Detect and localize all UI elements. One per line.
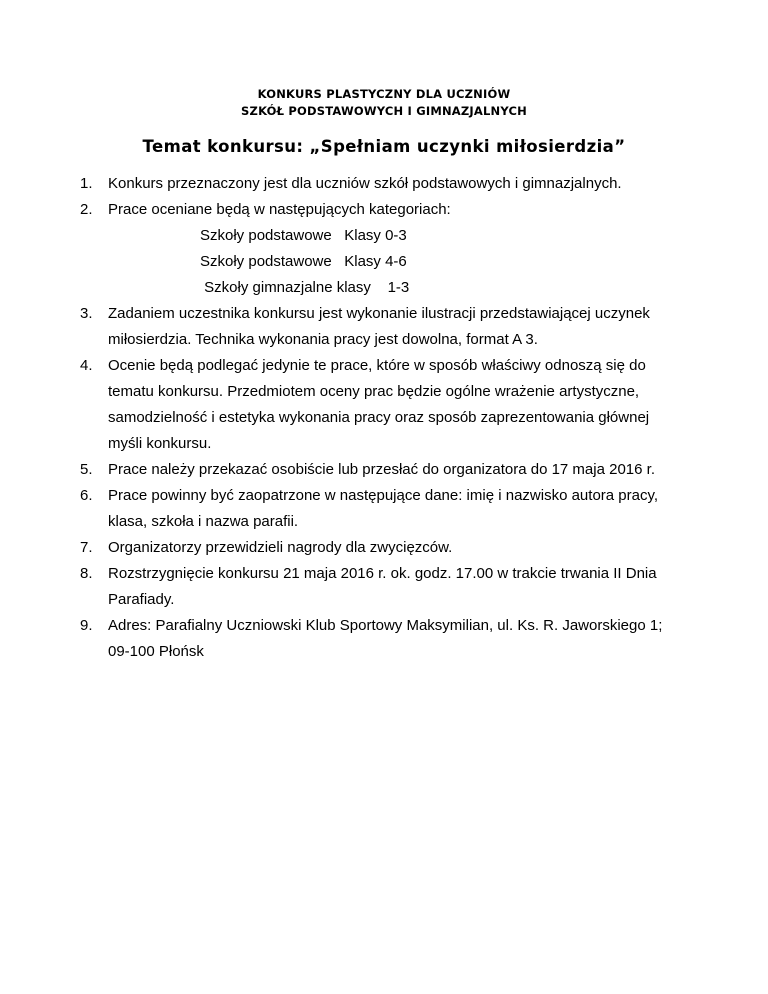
category-line: Szkoły gimnazjalne klasy 1-3 [200, 279, 410, 296]
item-line: Prace należy przekazać osobiście lub przesłać do organizatora do 17 maja 2016 r. [108, 461, 655, 478]
header-line-1: KONKURS PLASTYCZNY DLA UCZNIÓW [257, 87, 511, 101]
item-line: samodzielność i estetyka wykonania pracy oraz sposób zaprezentowania głównej [108, 409, 650, 426]
list-item [78, 197, 718, 223]
item-line: Zadaniem uczestnika konkursu jest wykonanie ilustracji przedstawiającej uczynek [108, 305, 650, 322]
item-number: 7. [80, 539, 93, 556]
category-line: Szkoły podstawowe Klasy 4-6 [200, 253, 407, 270]
list-item [78, 171, 718, 197]
item-line: miłosierdzia. Technika wykonania pracy jest dowolna, format A 3. [108, 331, 538, 348]
list-item [78, 613, 718, 665]
item-number: 8. [80, 565, 93, 582]
item-line: Rozstrzygnięcie konkursu 21 maja 2016 r. ok. godz. 17.00 w trakcie trwania II Dnia [108, 565, 657, 582]
list-item [78, 353, 718, 457]
item-line: Adres: Parafialny Uczniowski Klub Sportowy Maksymilian, ul. Ks. R. Jaworskiego 1; [108, 617, 663, 634]
header-line-2: SZKÓŁ PODSTAWOWYCH I GIMNAZJALNYCH [241, 104, 527, 118]
item-line: klasa, szkoła i nazwa parafii. [108, 513, 299, 530]
item-line: Ocenie będą podlegać jedynie te prace, które w sposób właściwy odnoszą się do [108, 357, 646, 374]
item-line: 09-100 Płońsk [108, 643, 204, 660]
item-number: 9. [80, 617, 93, 634]
rules-list [78, 171, 718, 665]
item-number: 5. [80, 461, 93, 478]
category-line: Szkoły podstawowe Klasy 0-3 [200, 227, 407, 244]
item-line: Konkurs przeznaczony jest dla uczniów szkół podstawowych i gimnazjalnych. [108, 175, 622, 192]
list-item [78, 457, 718, 483]
list-item [78, 483, 718, 535]
list-item [78, 535, 718, 561]
item-line: Parafiady. [108, 591, 175, 608]
item-number: 3. [80, 305, 93, 322]
item-line: Prace oceniane będą w następujących kategoriach: [108, 201, 451, 218]
item-number: 1. [80, 175, 93, 192]
item-line: Organizatorzy przewidzieli nagrody dla zwycięzców. [108, 539, 453, 556]
item-line: myśli konkursu. [108, 435, 212, 452]
item-line: tematu konkursu. Przedmiotem oceny prac będzie ogólne wrażenie artystyczne, [108, 383, 640, 400]
item-number: 2. [80, 201, 93, 218]
list-item [78, 561, 718, 613]
contest-title: Temat konkursu: „Spełniam uczynki miłosierdzia” [142, 137, 626, 156]
list-item [78, 301, 718, 353]
item-number: 4. [80, 357, 93, 374]
item-line: Prace powinny być zaopatrzone w następujące dane: imię i nazwisko autora pracy, [108, 487, 659, 504]
item-number: 6. [80, 487, 93, 504]
